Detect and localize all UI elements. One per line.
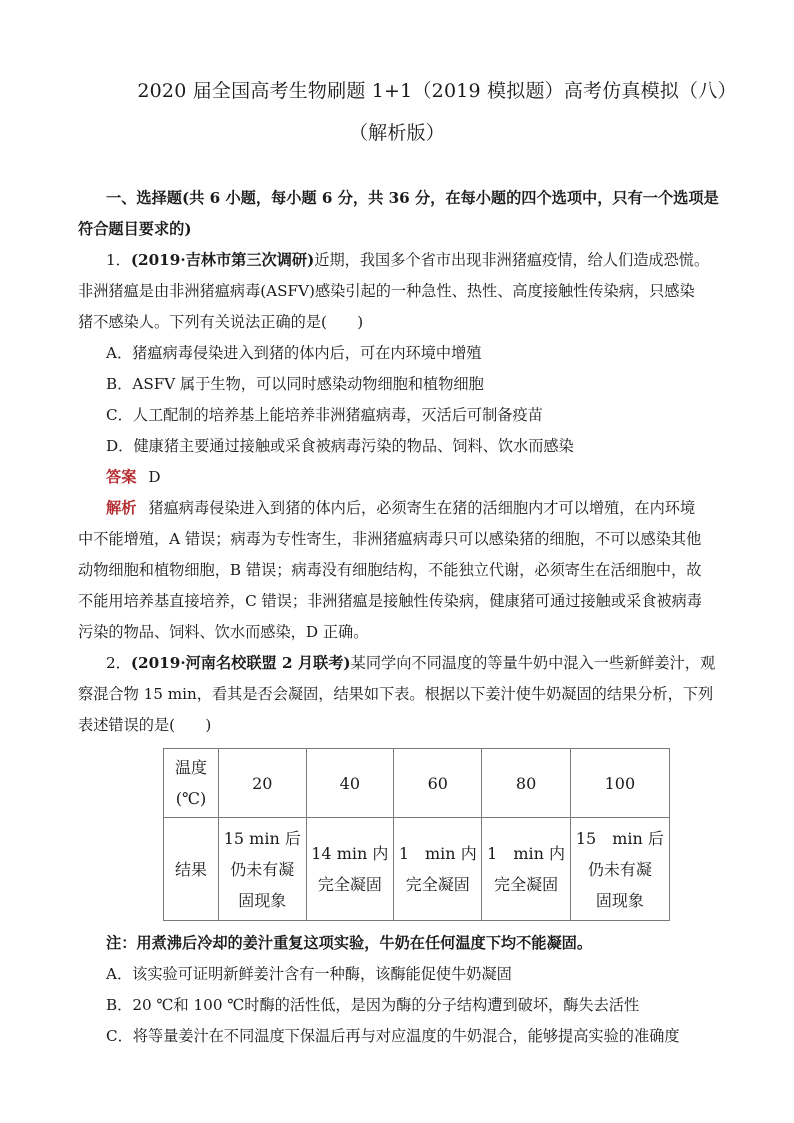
question-2-stem-cont: 表述错误的是( )	[78, 716, 212, 734]
table-cell: 100	[570, 749, 669, 818]
table-header-cell: 结果	[164, 818, 219, 921]
document-subtitle: （解析版）	[348, 122, 445, 144]
cell-line: 14 min 内	[311, 844, 389, 863]
question-2-option-c: C．将等量姜汁在不同温度下保温后再与对应温度的牛奶混合，能够提高实验的准确度	[106, 1027, 680, 1045]
answer-label: 答案	[106, 468, 137, 486]
table-row	[164, 818, 670, 921]
question-1-source: (2019·吉林市第三次调研)	[130, 251, 315, 269]
results-table	[163, 748, 670, 921]
temperature-label: 温度	[174, 758, 207, 777]
table-cell	[482, 818, 570, 921]
question-1-text: 近期，我国多个省市出现非洲猪瘟疫情，给人们造成恐慌。	[314, 251, 710, 269]
question-1-option-c: C．人工配制的培养基上能培养非洲猪瘟病毒，灭活后可制备疫苗	[106, 406, 543, 424]
cell-line: 固现象	[595, 890, 644, 910]
question-1-answer	[106, 467, 161, 487]
table-row	[164, 749, 670, 818]
table-header-cell	[164, 749, 219, 818]
table-cell	[394, 818, 482, 921]
cell-line: 15 min 后	[575, 828, 664, 848]
analysis-label: 解析	[106, 499, 137, 517]
table-cell: 20	[219, 749, 307, 818]
analysis-text: 中不能增殖，A 错误；病毒为专性寄生，非洲猪瘟病毒只可以感染猪的细胞，不可以感染其他	[78, 530, 702, 548]
table-cell: 80	[482, 749, 570, 818]
analysis-text: 动物细胞和植物细胞，B 错误；病毒没有细胞结构，不能独立代谢，必须寄生在活细胞中，故	[78, 561, 702, 579]
question-1-number: 1．	[106, 251, 131, 269]
question-1-option-b: B．ASFV 属于生物，可以同时感染动物细胞和植物细胞	[106, 375, 484, 393]
cell-line: 1 min 内	[398, 844, 477, 863]
question-1-option-a: A．猪瘟病毒侵染进入到猪的体内后，可在内环境中增殖	[106, 344, 482, 362]
table-cell: 60	[394, 749, 482, 818]
question-2-source: (2019·河南名校联盟 2 月联考)	[130, 654, 351, 672]
question-1-stem-cont: 猪不感染人。下列有关说法正确的是( )	[78, 313, 364, 331]
question-2-option-a: A．该实验可证明新鲜姜汁含有一种酶，该酶能促使牛奶凝固	[106, 965, 512, 983]
table-cell	[570, 818, 669, 921]
cell-line: 固现象	[238, 890, 287, 910]
cell-line: 完全凝固	[317, 875, 382, 894]
analysis-text: 猪瘟病毒侵染进入到猪的体内后，必须寄生在猪的活细胞内才可以增殖，在内环境	[148, 499, 696, 517]
cell-line: 15 min 后	[223, 828, 301, 848]
analysis-text: 污染的物品、饲料、饮水而感染，D 正确。	[78, 623, 369, 641]
section-heading: 一、选择题(共 6 小题，每小题 6 分，共 36 分，在每小题的四个选项中，只有一个选项是	[106, 189, 719, 207]
cell-line: 1 min 内	[487, 844, 566, 863]
cell-line: 仍未有凝	[230, 859, 295, 879]
cell-line: 仍未有凝	[587, 859, 652, 879]
answer-value: D	[148, 468, 161, 486]
table-note: 注：用煮沸后冷却的姜汁重复这项实验，牛奶在任何温度下均不能凝固。	[106, 934, 592, 952]
cell-line: 完全凝固	[494, 875, 559, 894]
question-2-option-b: B．20 ℃和 100 ℃时酶的活性低，是因为酶的分子结构遭到破坏，酶失去活性	[106, 996, 640, 1014]
question-1-analysis	[106, 498, 695, 518]
table-cell	[219, 818, 307, 921]
analysis-text: 不能用培养基直接培养，C 错误；非洲猪瘟是接触性传染病，健康猪可通过接触或采食被病毒	[78, 592, 702, 610]
document-title: 2020 届全国高考生物刷题 1+1（2019 模拟题）高考仿真模拟（八）	[137, 80, 737, 102]
question-1-stem	[106, 250, 709, 270]
section-heading-cont: 符合题目要求的)	[78, 220, 192, 238]
cell-line: 完全凝固	[405, 875, 470, 894]
question-1-option-d: D．健康猪主要通过接触或采食被病毒污染的物品、饲料、饮水而感染	[106, 437, 574, 455]
table-cell	[306, 818, 394, 921]
temperature-unit: (℃)	[175, 789, 207, 808]
question-2-text: 某同学向不同温度的等量牛奶中混入一些新鲜姜汁，观	[350, 654, 716, 672]
question-2-stem	[106, 653, 715, 673]
question-2-stem-cont: 察混合物 15 min，看其是否会凝固，结果如下表。根据以下姜汁使牛奶凝固的结果分析，下列	[78, 685, 714, 703]
table-cell: 40	[306, 749, 394, 818]
question-2-number: 2．	[106, 654, 131, 672]
question-1-stem-cont: 非洲猪瘟是由非洲猪瘟病毒(ASFV)感染引起的一种急性、热性、高度接触性传染病，只感染	[78, 282, 695, 300]
